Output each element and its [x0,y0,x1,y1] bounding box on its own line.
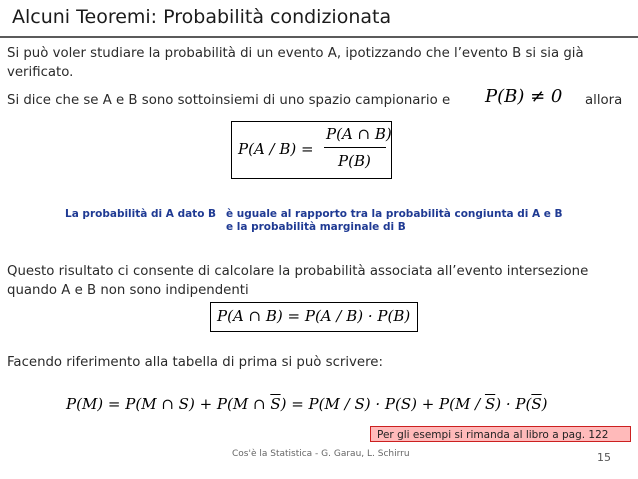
formula1-numerator: P(A ∩ B) [326,125,392,143]
explanation-right-line2: e la probabilità marginale di B [226,221,406,233]
multiplication-rule-formula [210,302,418,332]
total-probability-formula [66,395,547,413]
conditional-probability-formula [231,121,392,179]
formula3-part2: ) = P(M / S) · P(S) + P(M / [280,395,485,413]
page-number: 15 [597,451,611,464]
formula3-part4: ) [541,395,548,413]
formula3-part1: P(M) = P(M ∩ S) + P(M ∩ [66,395,271,413]
formula1-lhs: P(A / B) = [238,140,314,158]
definition-suffix: allora [585,93,623,108]
title-divider [0,36,638,38]
formula3-complement-s2: $\overline{S}$ [484,395,496,413]
slide-title: Alcuni Teoremi: Probabilità condizionata [12,6,392,28]
formula1-denominator: P(B) [338,152,371,170]
table-reference-paragraph: Facendo riferimento alla tabella di prima si può scrivere: [7,355,383,370]
book-reference-note: Per gli esempi si rimanda al libro a pag. 122 [370,426,631,442]
formula3-complement-s3: $\overline{S}$ [531,395,542,413]
intro-paragraph: Si può voler studiare la probabilità di un evento A, ipotizzando che l’evento B si sia già verificato. [7,46,584,80]
footer-credit: Cos'è la Statistica - G. Garau, L. Schirru [232,449,410,459]
formula3-complement-s1: $\overline{S}$ [270,395,281,413]
intersection-paragraph: Questo risultato ci consente di calcolare la probabilità associata all’evento intersezione quando A e B non sono indipendenti [7,264,589,298]
condition-formula: P(B) ≠ 0 [485,86,563,107]
explanation-left: La probabilità di A dato B [65,208,217,220]
formula3-part3: ) · P( [495,395,532,413]
fraction-bar [324,147,386,148]
formula2-text: P(A ∩ B) = P(A / B) · P(B) [217,307,411,325]
definition-paragraph: Si dice che se A e B sono sottoinsiemi di uno spazio campionario e [7,93,451,108]
explanation-right-line1: è uguale al rapporto tra la probabilità congiunta di A e B [226,208,563,220]
